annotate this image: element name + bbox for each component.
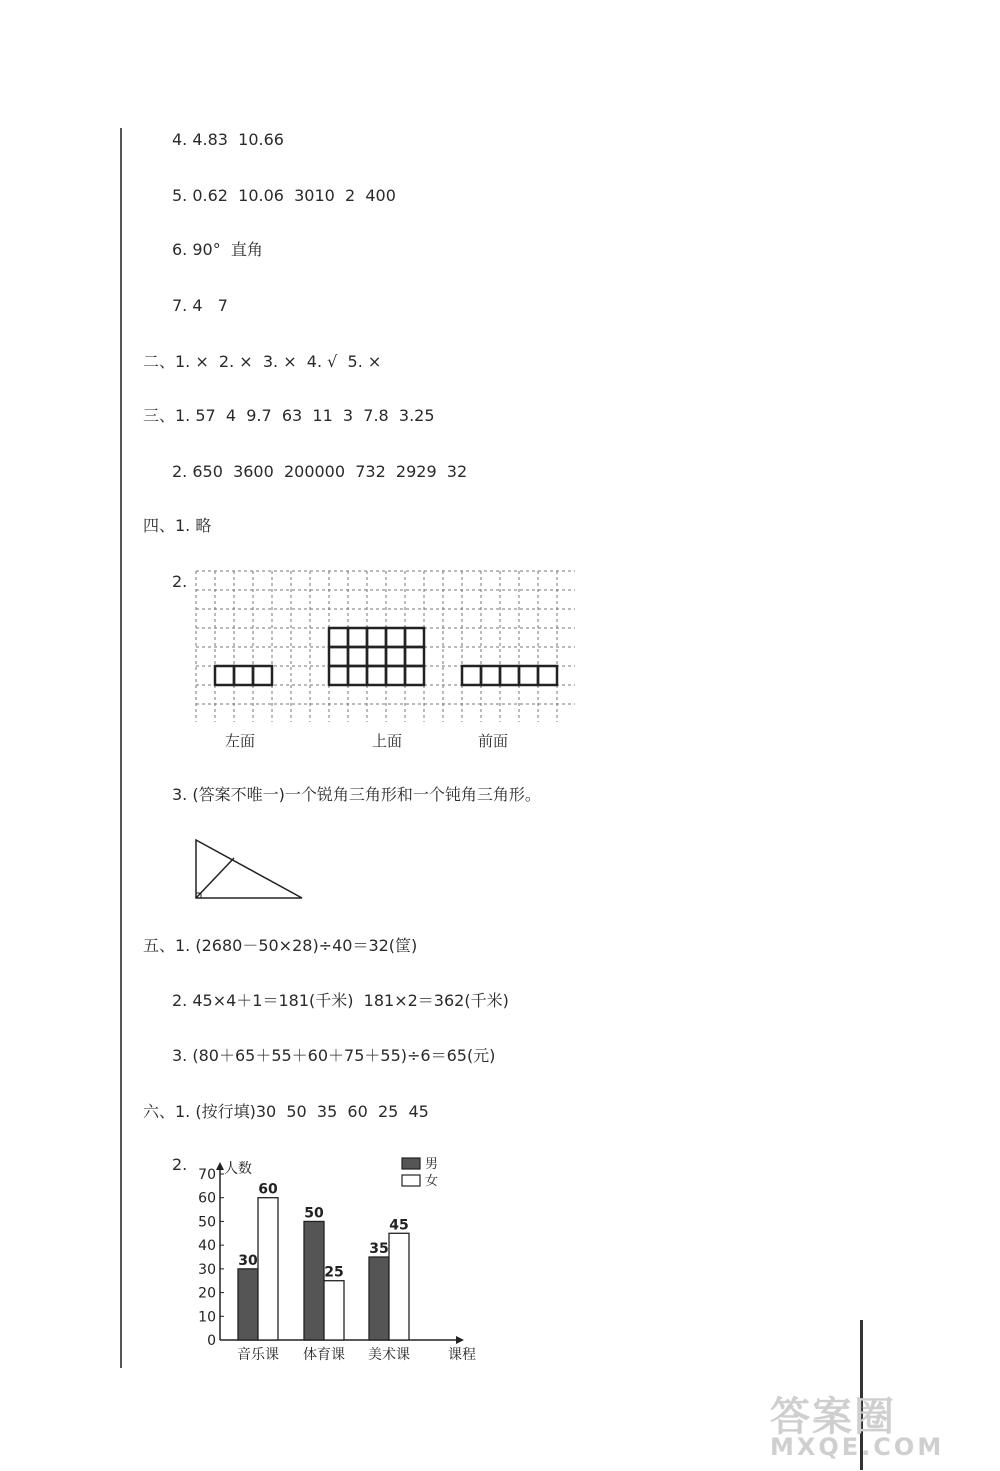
front-view-cell: [519, 666, 538, 685]
data-label: 45: [389, 1217, 409, 1234]
section-5-q1-answer: 五、1. (2680－50×28)÷40＝32(筐): [143, 936, 418, 955]
y-tick-label: 60: [198, 1190, 216, 1207]
left-view-cell: [215, 666, 234, 685]
y-axis-arrow: [216, 1162, 224, 1170]
view-grid-diagram: [195, 570, 575, 722]
section-3-q2-answers: 2. 650 3600 200000 732 2929 32: [172, 462, 468, 481]
top-view-label: 上面: [372, 732, 403, 750]
section-6-q1-answer: 六、1. (按行填)30 50 35 60 25 45: [143, 1102, 429, 1121]
left-view-label: 左面: [225, 732, 256, 750]
category-label: 音乐课: [237, 1347, 279, 1363]
y-tick-label: 50: [198, 1214, 216, 1231]
triangle-figure: [190, 836, 310, 902]
top-view-cell: [405, 647, 424, 666]
front-view-cell: [462, 666, 481, 685]
data-label: 60: [258, 1181, 278, 1198]
top-view-cell: [329, 628, 348, 647]
top-view-cell: [348, 628, 367, 647]
left-margin-rule: [120, 128, 122, 1368]
top-view-cell: [386, 666, 405, 685]
front-view-cell: [481, 666, 500, 685]
y-axis-label: 人数: [224, 1161, 252, 1177]
answer-line-7: 7. 4 7: [172, 296, 228, 315]
y-tick-label: 20: [198, 1285, 216, 1302]
answer-line-4: 4. 4.83 10.66: [172, 130, 284, 149]
top-view-cell: [329, 647, 348, 666]
front-view-cell: [500, 666, 519, 685]
answer-line-5: 5. 0.62 10.06 3010 2 400: [172, 186, 396, 205]
top-view-cell: [348, 647, 367, 666]
category-label: 体育课: [303, 1347, 345, 1363]
section-6-q2-label: 2.: [172, 1155, 188, 1174]
legend-label: 女: [425, 1174, 439, 1189]
front-view-cell: [538, 666, 557, 685]
y-tick-label: 0: [207, 1333, 216, 1349]
bar-男: [369, 1257, 389, 1340]
data-label: 50: [304, 1205, 324, 1222]
y-tick-label: 40: [198, 1238, 216, 1255]
section-2-answers: 二、1. × 2. × 3. × 4. √ 5. ×: [143, 352, 382, 371]
top-view-cell: [329, 666, 348, 685]
top-view-cell: [367, 666, 386, 685]
bar-女: [258, 1198, 278, 1340]
data-label: 35: [369, 1241, 389, 1257]
front-view-label: 前面: [478, 732, 509, 750]
y-tick-label: 70: [198, 1167, 216, 1183]
top-view-cell: [405, 628, 424, 647]
section-4-q3-answer: 3. (答案不唯一)一个锐角三角形和一个钝角三角形。: [172, 785, 541, 804]
bar-男: [304, 1221, 324, 1340]
top-view-cell: [386, 647, 405, 666]
legend-label: 男: [425, 1157, 439, 1172]
section-5-q2-answer: 2. 45×4＋1＝181(千米) 181×2＝362(千米): [172, 991, 509, 1010]
section-4-q1-answer: 四、1. 略: [143, 516, 212, 535]
bar-女: [389, 1233, 409, 1340]
section-5-q3-answer: 3. (80＋65＋55＋60＋75＋55)÷6＝65(元): [172, 1046, 496, 1065]
bar-女: [324, 1281, 344, 1340]
legend-swatch: [402, 1175, 420, 1186]
left-view-cell: [253, 666, 272, 685]
bar-chart: [180, 1150, 500, 1365]
top-view-cell: [348, 666, 367, 685]
top-view-cell: [367, 647, 386, 666]
left-view-cell: [234, 666, 253, 685]
data-label: 25: [324, 1264, 344, 1281]
watermark-logo: 答案圈: [770, 1394, 896, 1440]
section-4-q2-label: 2.: [172, 572, 188, 591]
answer-line-6: 6. 90° 直角: [172, 240, 263, 259]
top-view-cell: [386, 628, 405, 647]
legend-swatch: [402, 1158, 420, 1169]
x-axis-label: 课程: [448, 1347, 476, 1363]
data-label: 30: [238, 1252, 258, 1269]
top-view-cell: [405, 666, 424, 685]
section-3-q1-answers: 三、1. 57 4 9.7 63 11 3 7.8 3.25: [143, 406, 435, 425]
bar-男: [238, 1269, 258, 1340]
watermark-url: MXQE.COM: [770, 1433, 945, 1461]
top-view-cell: [367, 628, 386, 647]
y-tick-label: 30: [198, 1261, 216, 1278]
x-axis-arrow: [456, 1336, 464, 1344]
y-tick-label: 10: [198, 1309, 216, 1326]
category-label: 美术课: [368, 1347, 410, 1363]
